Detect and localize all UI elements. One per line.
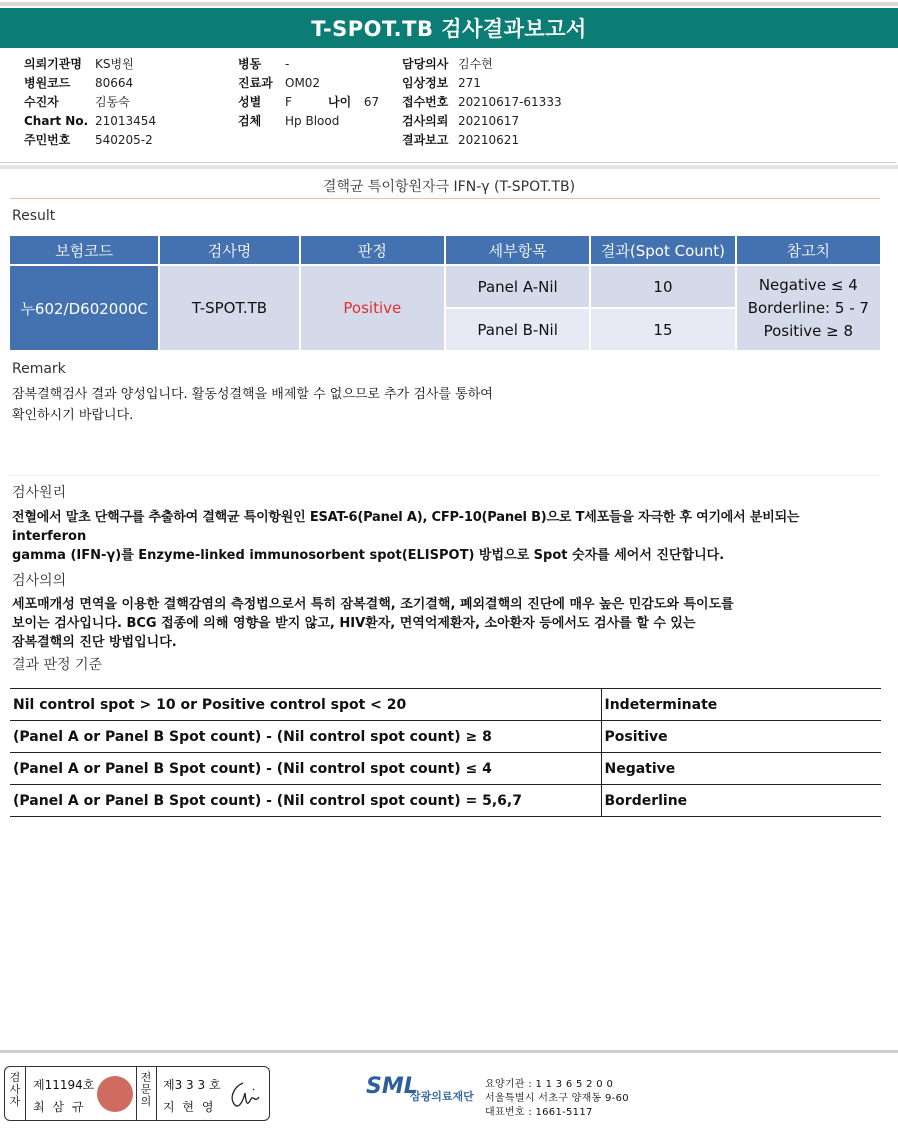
patient-info-field bbox=[402, 93, 562, 112]
subtitle-rule bbox=[10, 198, 880, 199]
report-subtitle: 결핵균 특이항원자극 IFN-γ (T-SPOT.TB) bbox=[322, 179, 576, 195]
field-value: - bbox=[285, 57, 290, 71]
patient-info-field bbox=[402, 55, 562, 74]
field-label: 결과보고 bbox=[402, 133, 449, 147]
criteria-result: Positive bbox=[601, 721, 881, 753]
test-name: T-SPOT.TB bbox=[160, 266, 298, 350]
criteria-row bbox=[10, 785, 881, 817]
significance-heading: 검사의의 bbox=[12, 573, 67, 589]
field-label: 임상정보 bbox=[402, 76, 449, 90]
patient-info-field bbox=[238, 55, 339, 74]
remark-text bbox=[12, 384, 493, 426]
field-label: Chart No. bbox=[24, 114, 89, 128]
remark-line: 확인하시기 바랍니다. bbox=[12, 408, 134, 423]
patient-info-field bbox=[24, 74, 156, 93]
header-test-name: 검사명 bbox=[160, 236, 298, 264]
field-label: 검사의뢰 bbox=[402, 114, 449, 128]
field-value: Hp Blood bbox=[285, 114, 340, 128]
patient-info-field bbox=[24, 93, 156, 112]
inspector-name: 최 삼 규 bbox=[33, 1100, 86, 1114]
reference-borderline: Borderline: 5 - 7 bbox=[747, 298, 869, 317]
field-label: 수진자 bbox=[24, 95, 59, 109]
field-value: 20210617 bbox=[458, 114, 520, 128]
patient-info-field bbox=[402, 131, 562, 150]
inspector-license: 제11194호 bbox=[33, 1078, 95, 1092]
confirmer-name: 지 현 영 bbox=[163, 1100, 216, 1114]
patient-info-col1 bbox=[24, 55, 156, 150]
field-label: 진료과 bbox=[238, 76, 273, 90]
header-spot-count: 결과(Spot Count) bbox=[591, 236, 734, 264]
institution-number: 요양기관 : 1 1 3 6 5 2 0 0 bbox=[485, 1079, 614, 1090]
field-value: 김동숙 bbox=[95, 95, 130, 109]
criteria-table bbox=[10, 688, 881, 817]
significance-line: 보이는 검사입니다. BCG 접종에 의해 영향을 받지 않고, HIV환자, 면역억제환자, 소아환자 등에서도 검사를 할 수 있는 bbox=[12, 616, 696, 631]
significance-line: 잠복결핵의 진단 방법입니다. bbox=[12, 635, 177, 650]
result-header-row bbox=[10, 236, 880, 264]
principle-heading: 검사원리 bbox=[12, 485, 67, 501]
patient-info-field bbox=[238, 112, 339, 131]
principle-text bbox=[12, 508, 892, 565]
header-judgement: 판정 bbox=[301, 236, 444, 264]
box-divider bbox=[25, 1067, 26, 1120]
principle-line: gamma (IFN-γ)를 Enzyme-linked immunosorbent spot(ELISPOT) 방법으로 Spot 숫자를 세어서 진단합니다. bbox=[12, 548, 725, 563]
result-table bbox=[8, 234, 882, 352]
patient-info-field bbox=[24, 55, 156, 74]
field-value: 271 bbox=[458, 76, 481, 90]
criteria-row bbox=[10, 753, 881, 785]
criteria-heading: 결과 판정 기준 bbox=[12, 657, 103, 673]
insurance-code: 누602/D602000C bbox=[10, 266, 158, 350]
header-insurance-code: 보험코드 bbox=[10, 236, 158, 264]
criteria-condition: (Panel A or Panel B Spot count) - (Nil control spot count) ≤ 4 bbox=[10, 753, 601, 785]
patient-info-panel bbox=[0, 48, 896, 163]
section-divider bbox=[0, 165, 898, 169]
principle-line: interferon bbox=[12, 529, 87, 544]
patient-info-field bbox=[402, 112, 562, 131]
detail-item: Panel B-Nil bbox=[446, 309, 589, 350]
criteria-result: Negative bbox=[601, 753, 881, 785]
box-divider bbox=[156, 1067, 157, 1120]
inspector-seal-icon bbox=[97, 1076, 133, 1112]
sml-logo-icon: SML bbox=[366, 1074, 418, 1099]
age-label: 나이 bbox=[328, 95, 352, 109]
criteria-result: Indeterminate bbox=[601, 689, 881, 721]
significance-line: 세포매개성 면역을 이용한 결핵감염의 측정법으로서 특히 잠복결핵, 조기결핵, 폐외결핵의 진단에 매우 높은 민감도와 특이도를 bbox=[12, 597, 734, 612]
org-phone: 대표번호 : 1661-5117 bbox=[485, 1107, 593, 1118]
top-divider bbox=[0, 2, 898, 6]
signature-box bbox=[4, 1066, 270, 1121]
field-label: 병동 bbox=[238, 57, 262, 71]
field-value: 21013454 bbox=[95, 114, 157, 128]
field-value: 20210621 bbox=[458, 133, 520, 147]
criteria-condition: (Panel A or Panel B Spot count) - (Nil control spot count) ≥ 8 bbox=[10, 721, 601, 753]
criteria-result: Borderline bbox=[601, 785, 881, 817]
patient-info-col2 bbox=[238, 55, 339, 131]
field-value: OM02 bbox=[285, 76, 321, 90]
header-detail-item: 세부항목 bbox=[446, 236, 589, 264]
report-title: T-SPOT.TB 검사결과보고서 bbox=[0, 8, 898, 48]
patient-info-field bbox=[24, 112, 156, 131]
remark-divider bbox=[10, 475, 880, 476]
field-label: 접수번호 bbox=[402, 95, 449, 109]
criteria-condition: (Panel A or Panel B Spot count) - (Nil control spot count) = 5,6,7 bbox=[10, 785, 601, 817]
detail-item: Panel A-Nil bbox=[446, 266, 589, 307]
patient-info-col3 bbox=[402, 55, 562, 150]
field-label: 주민번호 bbox=[24, 133, 71, 147]
inspector-label: 검 사 자 bbox=[9, 1071, 21, 1108]
reference-values bbox=[737, 266, 880, 350]
signature-icon bbox=[227, 1077, 265, 1113]
field-label: 성별 bbox=[238, 95, 262, 109]
header-reference: 참고치 bbox=[737, 236, 880, 264]
patient-info-field bbox=[24, 131, 156, 150]
criteria-row bbox=[10, 721, 881, 753]
criteria-row bbox=[10, 689, 881, 721]
reference-negative: Negative ≤ 4 bbox=[758, 275, 858, 294]
field-value: F bbox=[285, 95, 292, 109]
field-value: 20210617-61333 bbox=[458, 95, 562, 109]
footer-divider bbox=[0, 1050, 898, 1053]
confirmer-license: 제3 3 3 호 bbox=[163, 1078, 221, 1092]
age-value: 67 bbox=[363, 95, 380, 109]
spot-count: 10 bbox=[591, 266, 734, 307]
remark-heading: Remark bbox=[12, 361, 66, 377]
result-row bbox=[10, 266, 880, 307]
field-label: 담당의사 bbox=[402, 57, 449, 71]
result-heading: Result bbox=[12, 208, 56, 224]
principle-line: 전혈에서 말초 단핵구를 추출하여 결핵균 특이항원인 ESAT-6(Panel A), CFP-10(Panel B)으로 T세포들을 자극한 후 여기에서 분비되는 bbox=[12, 510, 800, 525]
confirmer-label: 전 문 의 bbox=[140, 1071, 152, 1108]
box-divider bbox=[136, 1067, 137, 1120]
significance-text bbox=[12, 595, 734, 652]
field-label: 병원코드 bbox=[24, 76, 71, 90]
patient-info-field bbox=[402, 74, 562, 93]
reference-positive: Positive ≥ 8 bbox=[763, 321, 854, 340]
field-value: 80664 bbox=[95, 76, 134, 90]
patient-info-field bbox=[238, 93, 339, 112]
org-address: 서울특별시 서초구 양재동 9-60 bbox=[485, 1093, 629, 1104]
spot-count: 15 bbox=[591, 309, 734, 350]
judgement-value: Positive bbox=[301, 266, 444, 350]
org-name: 삼광의료재단 bbox=[410, 1090, 474, 1103]
field-value: 김수현 bbox=[458, 57, 493, 71]
remark-line: 잠복결핵검사 결과 양성입니다. 활동성결핵을 배제할 수 없으므로 추가 검사를 통하여 bbox=[12, 387, 493, 402]
field-label: 검체 bbox=[238, 114, 262, 128]
field-label: 의뢰기관명 bbox=[24, 57, 82, 71]
field-value: 540205-2 bbox=[95, 133, 153, 147]
field-value: KS병원 bbox=[95, 57, 134, 71]
age-field bbox=[328, 93, 379, 112]
criteria-condition: Nil control spot > 10 or Positive control spot < 20 bbox=[10, 689, 601, 721]
patient-info-field bbox=[238, 74, 339, 93]
